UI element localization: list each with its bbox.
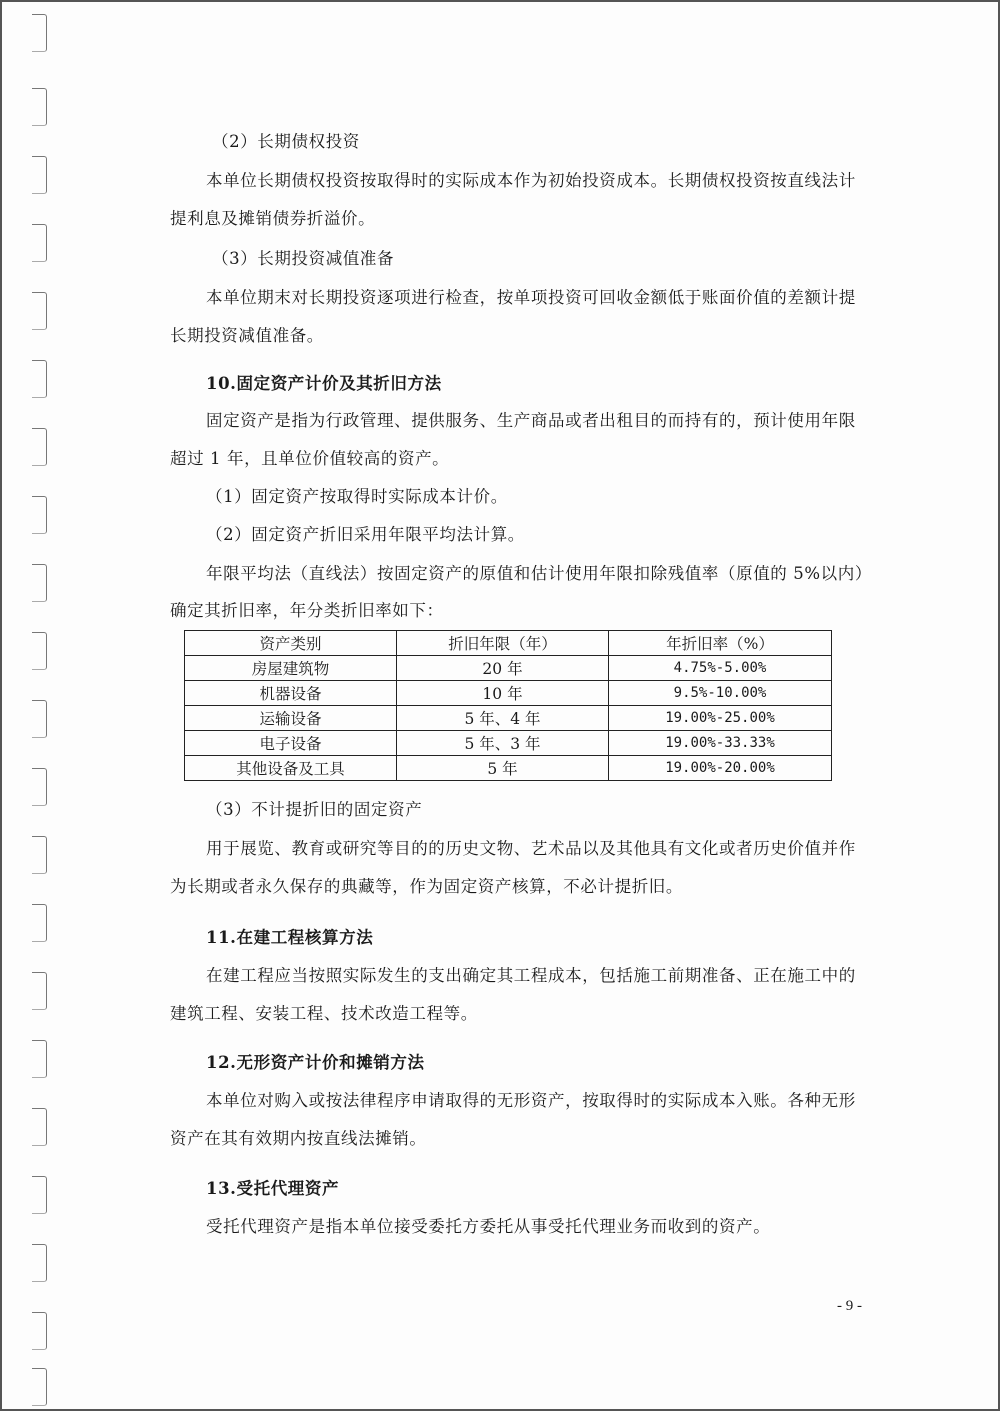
paragraph-text: 长期投资减值准备。: [170, 326, 324, 345]
paragraph-text: 为长期或者永久保存的典藏等，作为固定资产核算，不必计提折旧。: [170, 877, 683, 896]
paragraph-text: 本单位长期债权投资按取得时的实际成本作为初始投资成本。长期债权投资按直线法计: [206, 171, 856, 190]
table-cell: 运输设备: [185, 706, 397, 731]
paragraph-text: 受托代理资产是指本单位接受委托方委托从事受托代理业务而收到的资产。: [206, 1217, 771, 1236]
table-cell: 电子设备: [185, 731, 397, 756]
paragraph-text: 年限平均法（直线法）按固定资产的原值和估计使用年限扣除残值率（原值的 5%以内）: [206, 564, 872, 583]
paragraph-text: 本单位期末对长期投资逐项进行检查，按单项投资可回收金额低于账面价值的差额计提: [206, 288, 856, 307]
table-row: [185, 731, 832, 756]
table-cell: 5 年: [397, 756, 609, 781]
paragraph-text: 确定其折旧率，年分类折旧率如下：: [170, 601, 444, 620]
table-cell: 机器设备: [185, 681, 397, 706]
section-heading-12: 12.无形资产计价和摊销方法: [206, 1053, 425, 1072]
page-number: - 9 -: [837, 1298, 862, 1314]
paragraph-text: 提利息及摊销债券折溢价。: [170, 209, 376, 228]
table-row: [185, 756, 832, 781]
subheading-long-term-debt-investment: （2）长期债权投资: [212, 132, 360, 151]
table-cell: 10 年: [397, 681, 609, 706]
paragraph-text: 在建工程应当按照实际发生的支出确定其工程成本，包括施工前期准备、正在施工中的: [206, 966, 856, 985]
paragraph-text: （2）固定资产折旧采用年限平均法计算。: [206, 525, 525, 544]
paragraph-text: 用于展览、教育或研究等目的的历史文物、艺术品以及其他具有文化或者历史价值并作: [206, 839, 856, 858]
paragraph-text: 超过 1 年，且单位价值较高的资产。: [170, 449, 450, 468]
paragraph-text: 资产在其有效期内按直线法摊销。: [170, 1129, 427, 1148]
section-heading-10: 10.固定资产计价及其折旧方法: [206, 374, 442, 393]
table-cell: 其他设备及工具: [185, 756, 397, 781]
section-heading-11: 11.在建工程核算方法: [206, 928, 374, 947]
table-row: [185, 656, 832, 681]
table-row: [185, 681, 832, 706]
table-row: [185, 706, 832, 731]
section-heading-13: 13.受托代理资产: [206, 1179, 340, 1198]
subheading-impairment: （3）长期投资减值准备: [212, 249, 395, 268]
table-cell: 19.00%-20.00%: [609, 756, 832, 781]
paragraph-text: （3）不计提折旧的固定资产: [206, 800, 423, 819]
table-cell: 4.75%-5.00%: [609, 656, 832, 681]
table-cell: 房屋建筑物: [185, 656, 397, 681]
table-cell: 5 年、4 年: [397, 706, 609, 731]
table-cell: 19.00%-33.33%: [609, 731, 832, 756]
table-header-row: [185, 631, 832, 656]
table-cell: 19.00%-25.00%: [609, 706, 832, 731]
table-header-cell: 年折旧率（%）: [609, 631, 832, 656]
paragraph-text: 本单位对购入或按法律程序申请取得的无形资产，按取得时的实际成本入账。各种无形: [206, 1091, 856, 1110]
paragraph-text: 固定资产是指为行政管理、提供服务、生产商品或者出租目的而持有的，预计使用年限: [206, 411, 856, 430]
table-cell: 20 年: [397, 656, 609, 681]
table-cell: 9.5%-10.00%: [609, 681, 832, 706]
paragraph-text: 建筑工程、安装工程、技术改造工程等。: [170, 1004, 478, 1023]
depreciation-rate-table: [184, 630, 832, 781]
table-header-cell: 资产类别: [185, 631, 397, 656]
binding-holes: [2, 2, 62, 1409]
table-header-cell: 折旧年限（年）: [397, 631, 609, 656]
table-cell: 5 年、3 年: [397, 731, 609, 756]
paragraph-text: （1）固定资产按取得时实际成本计价。: [206, 487, 508, 506]
